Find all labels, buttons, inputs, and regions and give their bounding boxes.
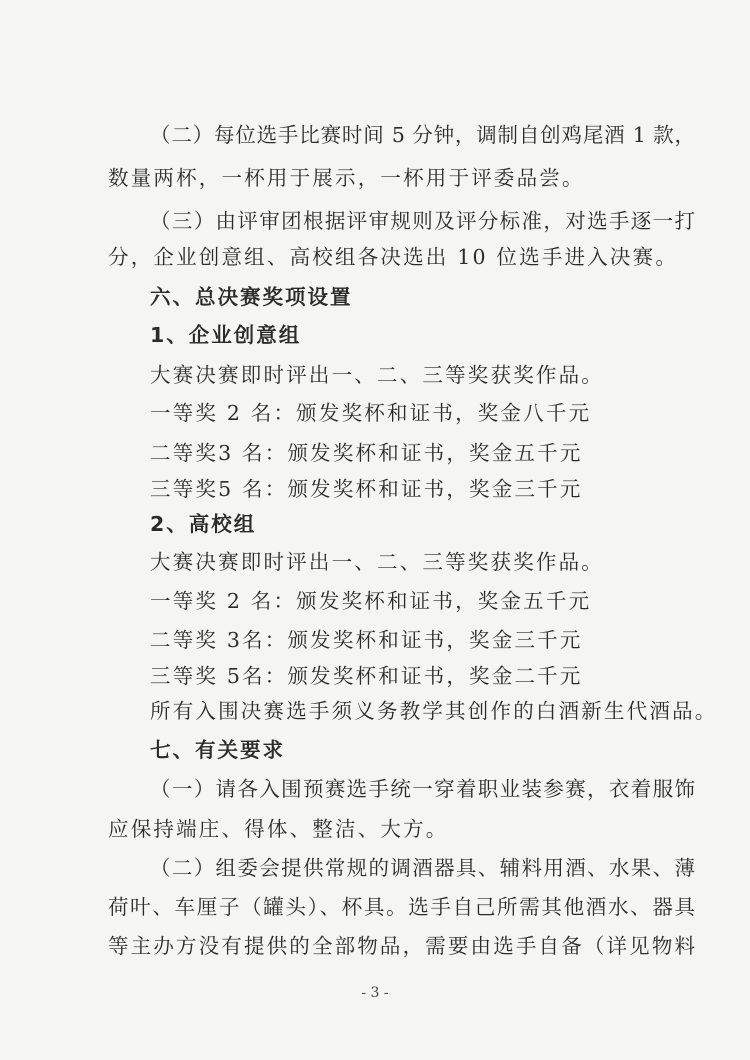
prize-line: 一等奖 2 名：颁发奖杯和证书，奖金五千元 (150, 589, 592, 613)
prize-line: 二等奖3 名：颁发奖杯和证书，奖金五千元 (150, 441, 583, 465)
prize-line: 一等奖 2 名：颁发奖杯和证书，奖金八千元 (150, 401, 592, 425)
paragraph-line: 数量两杯，一杯用于展示，一杯用于评委品尝。 (108, 166, 585, 190)
paragraph-line: （二）每位选手比赛时间 5 分钟，调制自创鸡尾酒 1 款， (150, 123, 695, 147)
subsection-heading: 1、企业创意组 (150, 323, 302, 347)
paragraph-line: 大赛决赛即时评出一、二、三等奖获奖作品。 (150, 363, 604, 387)
paragraph-line: 大赛决赛即时评出一、二、三等奖获奖作品。 (150, 550, 604, 574)
paragraph-line: 等主办方没有提供的全部物品，需要由选手自备（详见物料 (108, 934, 695, 958)
subsection-heading: 2、高校组 (150, 512, 257, 536)
prize-line: 三等奖5 名：颁发奖杯和证书，奖金三千元 (150, 477, 583, 501)
paragraph-line: （一）请各入围预赛选手统一穿着职业装参赛，衣着服饰 (150, 777, 695, 801)
page-number: - 3 - (361, 985, 389, 1001)
prize-line: 二等奖 3名：颁发奖杯和证书，奖金三千元 (150, 628, 583, 652)
section-heading: 六、总决赛奖项设置 (150, 285, 353, 309)
section-heading: 七、有关要求 (150, 738, 285, 762)
paragraph-line: （三）由评审团根据评审规则及评分标准，对选手逐一打 (150, 209, 695, 233)
paragraph-line: （二）组委会提供常规的调酒器具、辅料用酒、水果、薄 (150, 856, 695, 880)
prize-line: 三等奖 5名：颁发奖杯和证书，奖金二千元 (150, 664, 583, 688)
paragraph-line: 应保持端庄、得体、整洁、大方。 (108, 817, 449, 841)
paragraph-line: 分，企业创意组、高校组各决选出 10 位选手进入决赛。 (108, 245, 679, 269)
paragraph-line: 荷叶、车厘子（罐头）、杯具。选手自己所需其他酒水、器具 (108, 895, 695, 919)
paragraph-line: 所有入围决赛选手须义务教学其创作的白酒新生代酒品。 (150, 699, 718, 723)
